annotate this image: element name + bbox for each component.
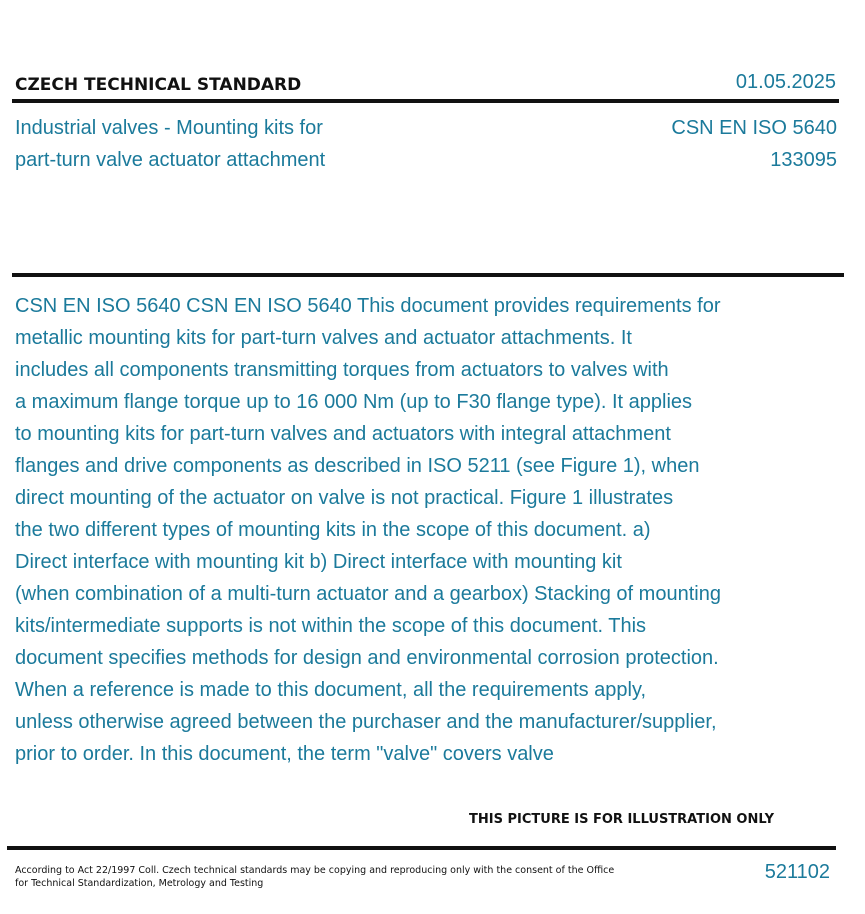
document-abstract: CSN EN ISO 5640 CSN EN ISO 5640 This document provides requirements for metallic mounting kits for part-turn valves and actuator attachments. It includes all components transmitting torques from actuators to valves with a maximum flange torque up to 16 000 Nm (up to F30 flange type). It applies to mounting kits for part-turn valves and actuators with integral attachment flanges and drive components as described in ISO 5211 (see Figure 1), when direct mounting of the actuator on valve is not practical. Figure 1 illustrates the two different types of mounting kits in the scope of this document. a) Direct interface with mounting kit b) Direct interface with mounting kit (when combination of a multi-turn actuator and a gearbox) Stacking of mounting kits/intermediate supports is not within the scope of this document. This document specifies methods for design and environmental corrosion protection. When a reference is made to this document, all the requirements apply, unless otherwise agreed between the purchaser and the manufacturer/supplier, prior to order. In this document, the term "valve" covers valve — [15, 295, 721, 765]
catalog-number: 133095 — [770, 149, 837, 171]
legal-notice-line-2: for Technical Standardization, Metrology and Testing — [15, 878, 264, 889]
illustration-note: THIS PICTURE IS FOR ILLUSTRATION ONLY — [469, 812, 774, 827]
legal-notice — [15, 864, 615, 890]
publication-date: 01.05.2025 — [735, 71, 836, 93]
legal-notice-line-1: According to Act 22/1997 Coll. Czech technical standards may be copying and reproducing only with the consent of the Office — [15, 865, 615, 876]
footer-rule — [7, 846, 836, 850]
header-rule — [12, 99, 839, 103]
title-rule — [12, 273, 844, 277]
document-title-line-2: part-turn valve actuator attachment — [15, 149, 326, 171]
footer-number: 521102 — [764, 861, 830, 883]
document-title-line-1: Industrial valves - Mounting kits for — [15, 117, 323, 139]
standard-label: CZECH TECHNICAL STANDARD — [15, 75, 302, 95]
standard-code: CSN EN ISO 5640 — [671, 117, 837, 139]
